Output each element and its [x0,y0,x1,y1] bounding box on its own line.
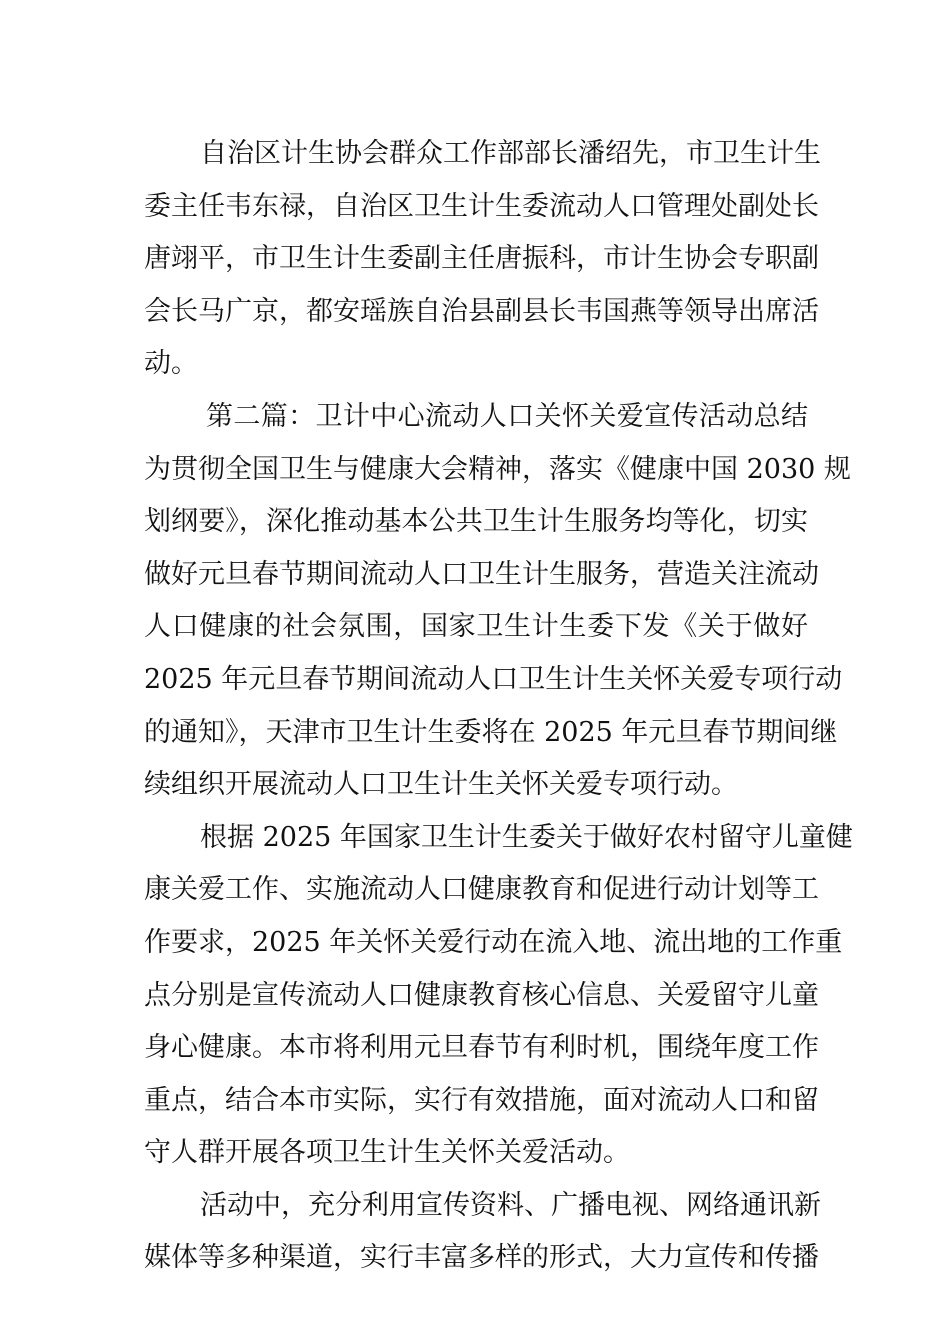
text-line: 身心健康。本市将利用元旦春节有利时机，围绕年度工作 [144,1032,819,1064]
text-line: 2025 年元旦春节期间流动人口卫生计生关怀关爱专项行动 [144,663,843,695]
text-line: 为贯彻全国卫生与健康大会精神，落实《健康中国 2030 规 [144,453,851,485]
text-line: 人口健康的社会氛围，国家卫生计生委下发《关于做好 [144,611,808,643]
text-line: 点分别是宣传流动人口健康教育核心信息、关爱留守儿童 [144,979,819,1011]
text-line: 动。 [144,348,198,380]
text-line: 委主任韦东禄，自治区卫生计生委流动人口管理处副处长 [144,190,819,222]
text-line: 守人群开展各项卫生计生关怀关爱活动。 [144,1137,630,1169]
text-line: 的通知》，天津市卫生计生委将在 2025 年元旦春节期间继 [144,716,838,748]
section-heading: 第二篇：卫计中心流动人口关怀关爱宣传活动总结 [206,400,808,432]
text-line: 根据 2025 年国家卫生计生委关于做好农村留守儿童健 [200,821,853,853]
text-line: 会长马广京，都安瑶族自治县副县长韦国燕等领导出席活 [144,295,819,327]
paragraph-second-article [144,391,851,812]
paragraph-activities [144,1180,821,1285]
paragraph-attendees [144,128,821,391]
text-line: 活动中，充分利用宣传资料、广播电视、网络通讯新 [200,1189,821,1221]
text-line: 媒体等多种渠道，实行丰富多样的形式，大力宣传和传播 [144,1242,819,1274]
text-line: 自治区计生协会群众工作部部长潘绍先，市卫生计生 [200,138,821,169]
text-line: 做好元旦春节期间流动人口卫生计生服务，营造关注流动 [144,558,819,590]
paragraph-work-focus [144,812,853,1180]
text-line: 重点，结合本市实际，实行有效措施，面对流动人口和留 [144,1084,819,1116]
text-line: 续组织开展流动人口卫生计生关怀关爱专项行动。 [144,769,738,801]
text-line: 划纲要》，深化推动基本公共卫生计生服务均等化，切实 [144,506,808,538]
document-body [144,128,853,1285]
text-line: 唐翊平，市卫生计生委副主任唐振科，市计生协会专职副 [144,243,819,275]
text-line: 作要求，2025 年关怀关爱行动在流入地、流出地的工作重 [144,926,843,958]
text-line: 康关爱工作、实施流动人口健康教育和促进行动计划等工 [144,874,819,906]
